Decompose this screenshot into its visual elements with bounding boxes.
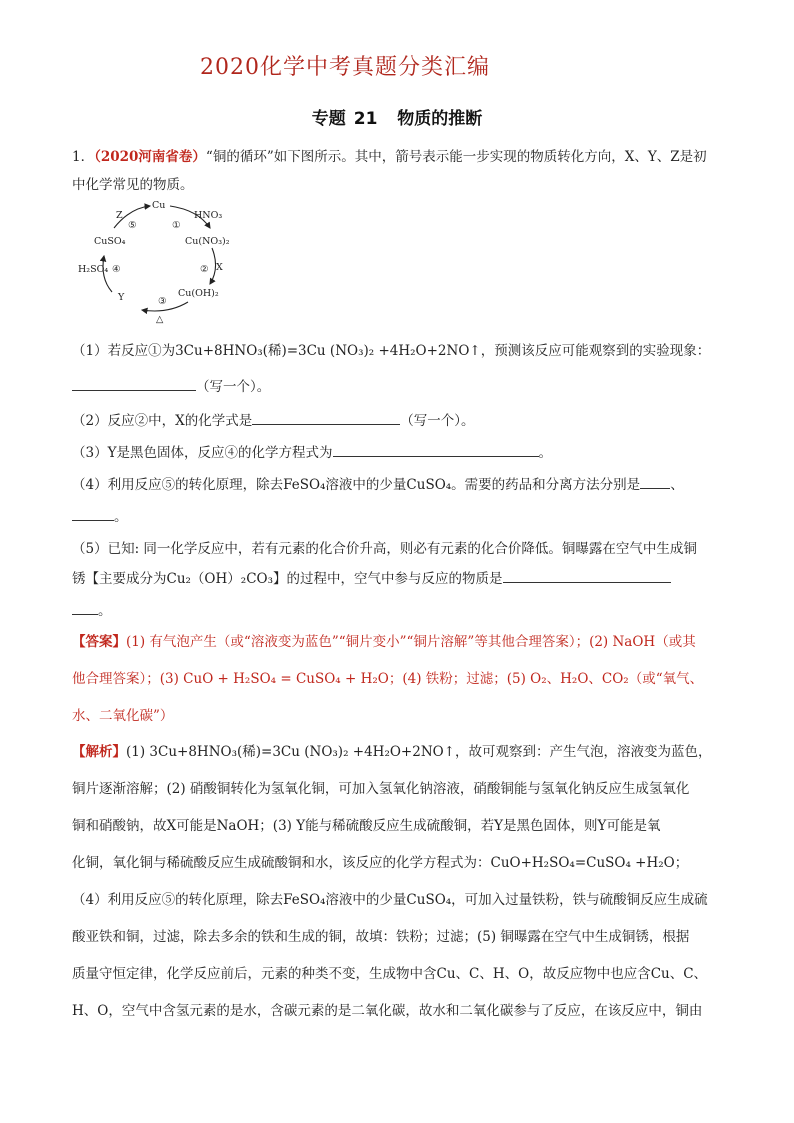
question-source: （2020河南省卷） — [94, 149, 206, 165]
question-stem-line-1 — [72, 144, 707, 170]
analysis-line-5: （4）利用反应⑤的转化原理，除去FeSO₄溶液中的少量CuSO₄，可加入过量铁粉，铁与硫酸铜反应生成硫 — [72, 892, 708, 908]
label-reaction-1: ① — [172, 220, 181, 231]
answer-section — [72, 624, 732, 735]
part-1-line — [72, 338, 710, 364]
reagent-hno3: HNO₃ — [194, 210, 223, 221]
part-4-mid: 、 — [670, 477, 684, 493]
analysis-line-6: 酸亚铁和铜，过滤，除去多余的铁和生成的铜，故填：铁粉；过滤；(5) 铜曝露在空气中生成铜锈，根据 — [72, 929, 690, 945]
analysis-line-7: 质量守恒定律，化学反应前后，元素的种类不变，生成物中含Cu、C、H、O，故反应物中也应含Cu、C、 — [72, 966, 708, 982]
topic-label: 专题 — [311, 109, 346, 129]
copper-cycle-diagram — [70, 198, 240, 328]
part-4-end: 。 — [114, 509, 128, 525]
answer-line-3: 水、二氧化碳”） — [72, 708, 174, 724]
label-reaction-3: ③ — [158, 296, 167, 307]
analysis-label: 【解析】 — [72, 744, 126, 760]
part-4-text: （4）利用反应⑤的转化原理，除去FeSO₄溶液中的少量CuSO₄。需要的药品和分离方法分别是 — [72, 477, 641, 493]
reagent-h2so4: H₂SO₄ — [78, 264, 109, 275]
answer-text-1: (1) 有气泡产生（或“溶液变为蓝色”“铜片变小”“铜片溶解”等其他合理答案）；(2) NaOH（或其 — [126, 634, 696, 650]
label-reaction-5: ⑤ — [128, 220, 137, 231]
part-5-line-3 — [72, 598, 112, 624]
answer-line-1 — [72, 624, 732, 661]
node-y: Y — [118, 292, 125, 303]
answer-blank-5a[interactable] — [503, 568, 671, 583]
part-5-line-2 — [72, 566, 671, 592]
label-reaction-2: ② — [200, 264, 209, 275]
answer-line-2: 他合理答案）；(3) CuO + H₂SO₄ = CuSO₄ + H₂O；(4) 铁粉；过滤；(5) O₂、H₂O、CO₂（或“氧气、 — [72, 671, 704, 687]
part-3-suffix: 。 — [538, 445, 553, 461]
part-2-prefix: （2）反应②中，X的化学式是 — [72, 413, 253, 429]
analysis-line-2: 铜片逐渐溶解；(2) 硝酸铜转化为氢氧化铜，可加入氢氧化钠溶液，硝酸铜能与氢氧化钠反应生成氢氧化 — [72, 781, 690, 797]
part-1-equation: 3Cu+8HNO₃(稀)=3Cu (NO₃)₂ +4H₂O+2NO↑ — [175, 343, 481, 359]
part-1-tail: （写一个）。 — [196, 379, 271, 395]
part-4-line — [72, 472, 684, 498]
part-5-line-1: （5）已知: 同一化学反应中，若有元素的化合价升高，则必有元素的化合价降低。铜曝露在空气中生成铜 — [72, 541, 697, 557]
heat-symbol: △ — [156, 314, 164, 325]
topic-name: 物质的推断 — [397, 109, 483, 129]
topic-title — [0, 104, 794, 129]
analysis-section — [72, 734, 732, 1030]
reagent-z: Z — [116, 210, 123, 221]
question-number: 1． — [72, 149, 95, 165]
node-cuso4: CuSO₄ — [94, 236, 126, 247]
part-2-suffix: （写一个）。 — [400, 413, 475, 429]
part-5-prefix: 锈【主要成分为Cu₂（OH）₂CO₃】的过程中，空气中参与反应的物质是 — [72, 571, 503, 587]
question-stem-1: “铜的循环”如下图所示。其中，箭号表示能一步实现的物质转化方向，X、Y、Z是初 — [205, 149, 707, 165]
answer-blank-4b[interactable] — [72, 506, 114, 521]
analysis-line-3: 铜和硝酸钠，故X可能是NaOH；(3) Y能与稀硫酸反应生成硫酸铜，若Y是黑色固体，则Y可能是氧 — [72, 818, 661, 834]
node-cuno3: Cu(NO₃)₂ — [185, 236, 230, 247]
answer-blank-3[interactable] — [333, 442, 539, 457]
part-4-line-2 — [72, 504, 128, 530]
answer-blank-5b[interactable] — [72, 600, 98, 615]
part-1-prefix: （1）若反应①为 — [72, 343, 176, 359]
answer-blank-4a[interactable] — [640, 474, 670, 489]
question-stem-line-2: 中化学常见的物质。 — [72, 177, 194, 193]
label-reaction-4: ④ — [112, 264, 121, 275]
reagent-x: X — [216, 262, 223, 273]
answer-blank-2[interactable] — [252, 410, 400, 425]
part-2-line — [72, 408, 474, 434]
node-cu: Cu — [152, 200, 166, 211]
analysis-line-8: H、O，空气中含氢元素的是水，含碳元素的是二氧化碳，故水和二氧化碳参与了反应，在该反应中，铜由 — [72, 1003, 703, 1019]
document-title: 2020化学中考真题分类汇编 — [200, 55, 490, 80]
analysis-line-4: 化铜，氧化铜与稀硫酸反应生成硫酸铜和水，该反应的化学方程式为：CuO+H₂SO₄=CuSO₄ +H₂O； — [72, 855, 689, 871]
arrow-reaction-2 — [210, 248, 216, 284]
part-3-line — [72, 440, 552, 466]
answer-label: 【答案】 — [72, 634, 126, 650]
part-5-end: 。 — [98, 603, 112, 619]
topic-number: 21 — [353, 109, 378, 129]
answer-blank-1[interactable] — [72, 376, 196, 391]
analysis-line-1 — [72, 734, 732, 771]
node-cuoh: Cu(OH)₂ — [178, 288, 219, 299]
part-1-suffix: ，预测该反应可能观察到的实验现象： — [480, 343, 711, 359]
part-3-prefix: （3）Y是黑色固体，反应④的化学方程式为 — [72, 445, 333, 461]
part-1-blank-line — [72, 374, 270, 400]
analysis-text-1: (1) 3Cu+8HNO₃(稀)=3Cu (NO₃)₂ +4H₂O+2NO↑，故可观察到：产生气泡，溶液变为蓝色， — [126, 744, 712, 760]
